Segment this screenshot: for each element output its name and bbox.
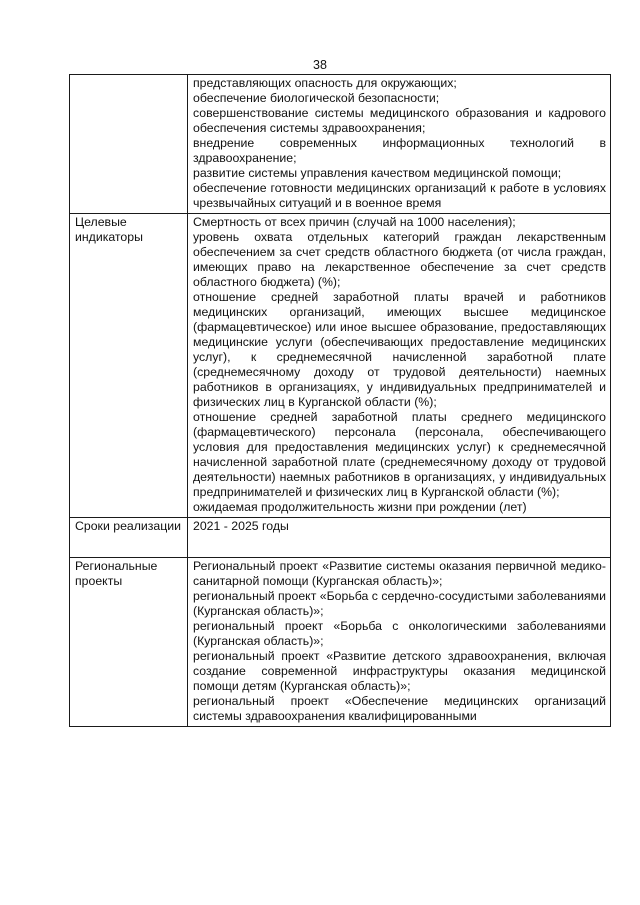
list-item: региональный проект «Развитие детского здравоохранения, включая создание современной инфраструктуры оказания медицинской помощи детям (Курганская область)»; [193, 649, 606, 693]
table-row-implementation-period [70, 518, 611, 558]
list-item: обеспечение готовности медицинских организаций к работе в условиях чрезвычайных ситуаций и в военное время [193, 181, 606, 210]
row-content [188, 214, 611, 518]
row-label [70, 75, 188, 214]
list-item: региональный проект «Обеспечение медицинских организаций системы здравоохранения квалифицированными [193, 694, 606, 723]
list-item: 2021 - 2025 годы [193, 519, 289, 533]
list-item: Региональный проект «Развитие системы оказания первичной медико-санитарной помощи (Курганская область)»; [193, 559, 606, 588]
row-label: Сроки реализации [70, 518, 188, 558]
list-item: региональный проект «Борьба с сердечно-сосудистыми заболеваниями (Курганская область)»; [193, 589, 606, 618]
passport-table [69, 74, 611, 727]
table-row-target-indicators [70, 214, 611, 518]
list-item: отношение средней заработной платы среднего медицинского (фармацевтического) персонала (персонала, обеспечивающего условия для предоставления медицинских услуг) к среднемесячной начисленной заработной плате (среднемесячному доходу от трудовой деятельности) наемных работников в организациях, у индивидуальных предпринимателей и физических лиц в Курганской области (%); [193, 410, 606, 499]
row-label: Целевые индикаторы [70, 214, 188, 518]
row-content [188, 558, 611, 727]
list-item: региональный проект «Борьба с онкологическими заболеваниями (Курганская область)»; [193, 619, 606, 648]
list-item: Смертность от всех причин (случай на 1000 населения); [193, 215, 516, 229]
table-row-regional-projects [70, 558, 611, 727]
list-item: обеспечение биологической безопасности; [193, 91, 440, 105]
row-content [188, 75, 611, 214]
list-item: представляющих опасность для окружающих; [193, 76, 457, 90]
row-content [188, 518, 611, 558]
table-row-tasks-continued [70, 75, 611, 214]
row-label: Региональные проекты [70, 558, 188, 727]
list-item: развитие системы управления качеством медицинской помощи; [193, 166, 562, 180]
list-item: совершенствование системы медицинского образования и кадрового обеспечения системы здравоохранения; [193, 106, 606, 135]
page-number: 38 [313, 58, 327, 72]
list-item: уровень охвата отдельных категорий граждан лекарственным обеспечением за счет средств областного бюджета (от числа граждан, имеющих право на лекарственное обеспечение за счет средств областного бюджета) (%); [193, 230, 606, 289]
list-item: ожидаемая продолжительность жизни при рождении (лет) [193, 500, 527, 514]
list-item: внедрение современных информационных технологий в здравоохранение; [193, 136, 606, 165]
list-item: отношение средней заработной платы врачей и работников медицинских организаций, имеющих высшее медицинское (фармацевтическое) или иное высшее образование, предоставляющих медицинские услуги (обеспечивающих предоставление медицинских услуг), к среднемесячной начисленной заработной плате (среднемесячному доходу от трудовой деятельности) наемных работников в организациях, у индивидуальных предпринимателей и физических лиц в Курганской области (%); [193, 290, 606, 409]
